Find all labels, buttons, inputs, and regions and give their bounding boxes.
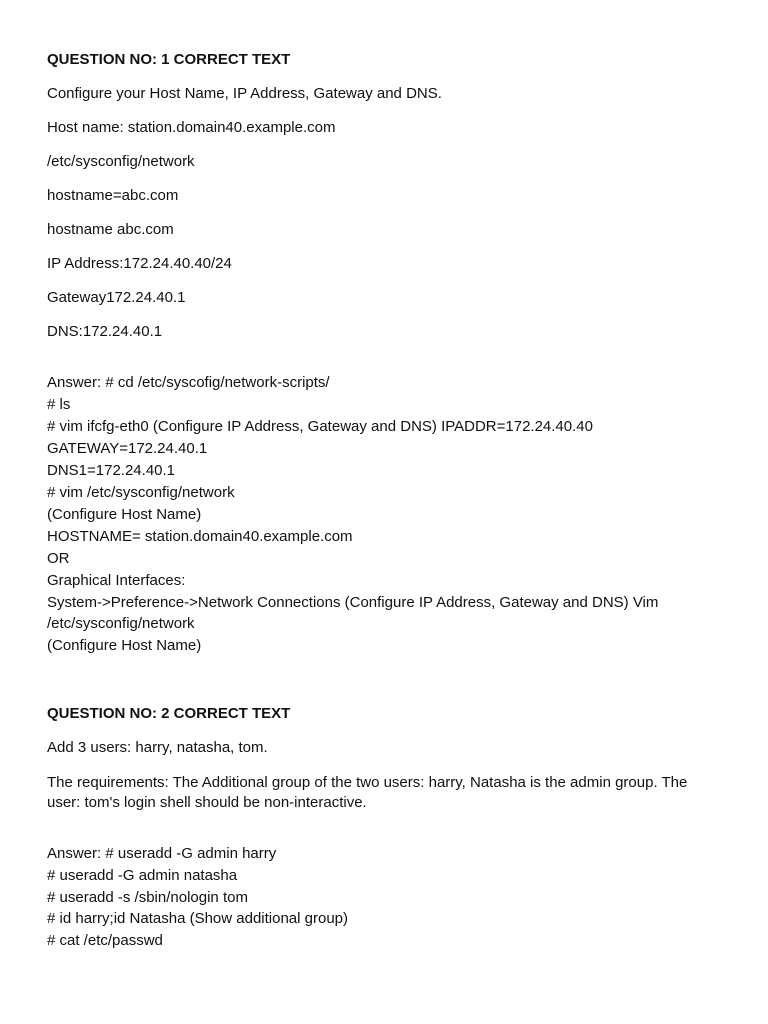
q1-answer-line: Answer: # cd /etc/syscofig/network-scripts/	[47, 374, 330, 391]
q1-text-line: DNS:172.24.40.1	[47, 323, 163, 340]
q1-answer-line: HOSTNAME= station.domain40.example.com	[47, 528, 353, 545]
q1-text-line: IP Address:172.24.40.40/24	[47, 255, 232, 272]
q2-answer-line: # useradd -s /sbin/nologin tom	[47, 889, 248, 906]
q1-answer-line: /etc/sysconfig/network	[47, 615, 195, 632]
q1-answer-line: DNS1=172.24.40.1	[47, 462, 176, 479]
q1-text-line: /etc/sysconfig/network	[47, 153, 195, 170]
q1-answer-line: # vim ifcfg-eth0 (Configure IP Address, Gateway and DNS) IPADDR=172.24.40.40	[47, 418, 593, 435]
q1-answer-line: OR	[47, 550, 70, 567]
q1-text-line: hostname=abc.com	[47, 187, 179, 204]
q1-answer-line: (Configure Host Name)	[47, 637, 202, 654]
q1-text-line: hostname abc.com	[47, 221, 174, 238]
q1-text-line: Host name: station.domain40.example.com	[47, 119, 336, 136]
q2-answer-line: # useradd -G admin natasha	[47, 867, 238, 884]
q2-answer-line: # cat /etc/passwd	[47, 932, 163, 949]
q2-answer-line: Answer: # useradd -G admin harry	[47, 845, 277, 862]
q1-text-line: Gateway172.24.40.1	[47, 289, 186, 306]
q2-intro: Add 3 users: harry, natasha, tom.	[47, 739, 268, 756]
q1-text-line: Configure your Host Name, IP Address, Gateway and DNS.	[47, 85, 442, 102]
q1-answer-line: (Configure Host Name)	[47, 506, 202, 523]
q2-requirements: The requirements: The Additional group of the two users: harry, Natasha is the admin group. The user: tom's login shell should be non-interactive.	[47, 774, 688, 811]
q1-answer-line: GATEWAY=172.24.40.1	[47, 440, 208, 457]
question-1-heading: QUESTION NO: 1 CORRECT TEXT	[47, 51, 291, 68]
q1-answer-line: # ls	[47, 396, 71, 413]
q1-answer-line: # vim /etc/sysconfig/network	[47, 484, 235, 501]
q1-answer-line: Graphical Interfaces:	[47, 572, 186, 589]
q2-answer-line: # id harry;id Natasha (Show additional group)	[47, 910, 349, 927]
q1-answer-line: System->Preference->Network Connections (Configure IP Address, Gateway and DNS) Vim	[47, 594, 659, 611]
question-2-heading: QUESTION NO: 2 CORRECT TEXT	[47, 705, 291, 722]
